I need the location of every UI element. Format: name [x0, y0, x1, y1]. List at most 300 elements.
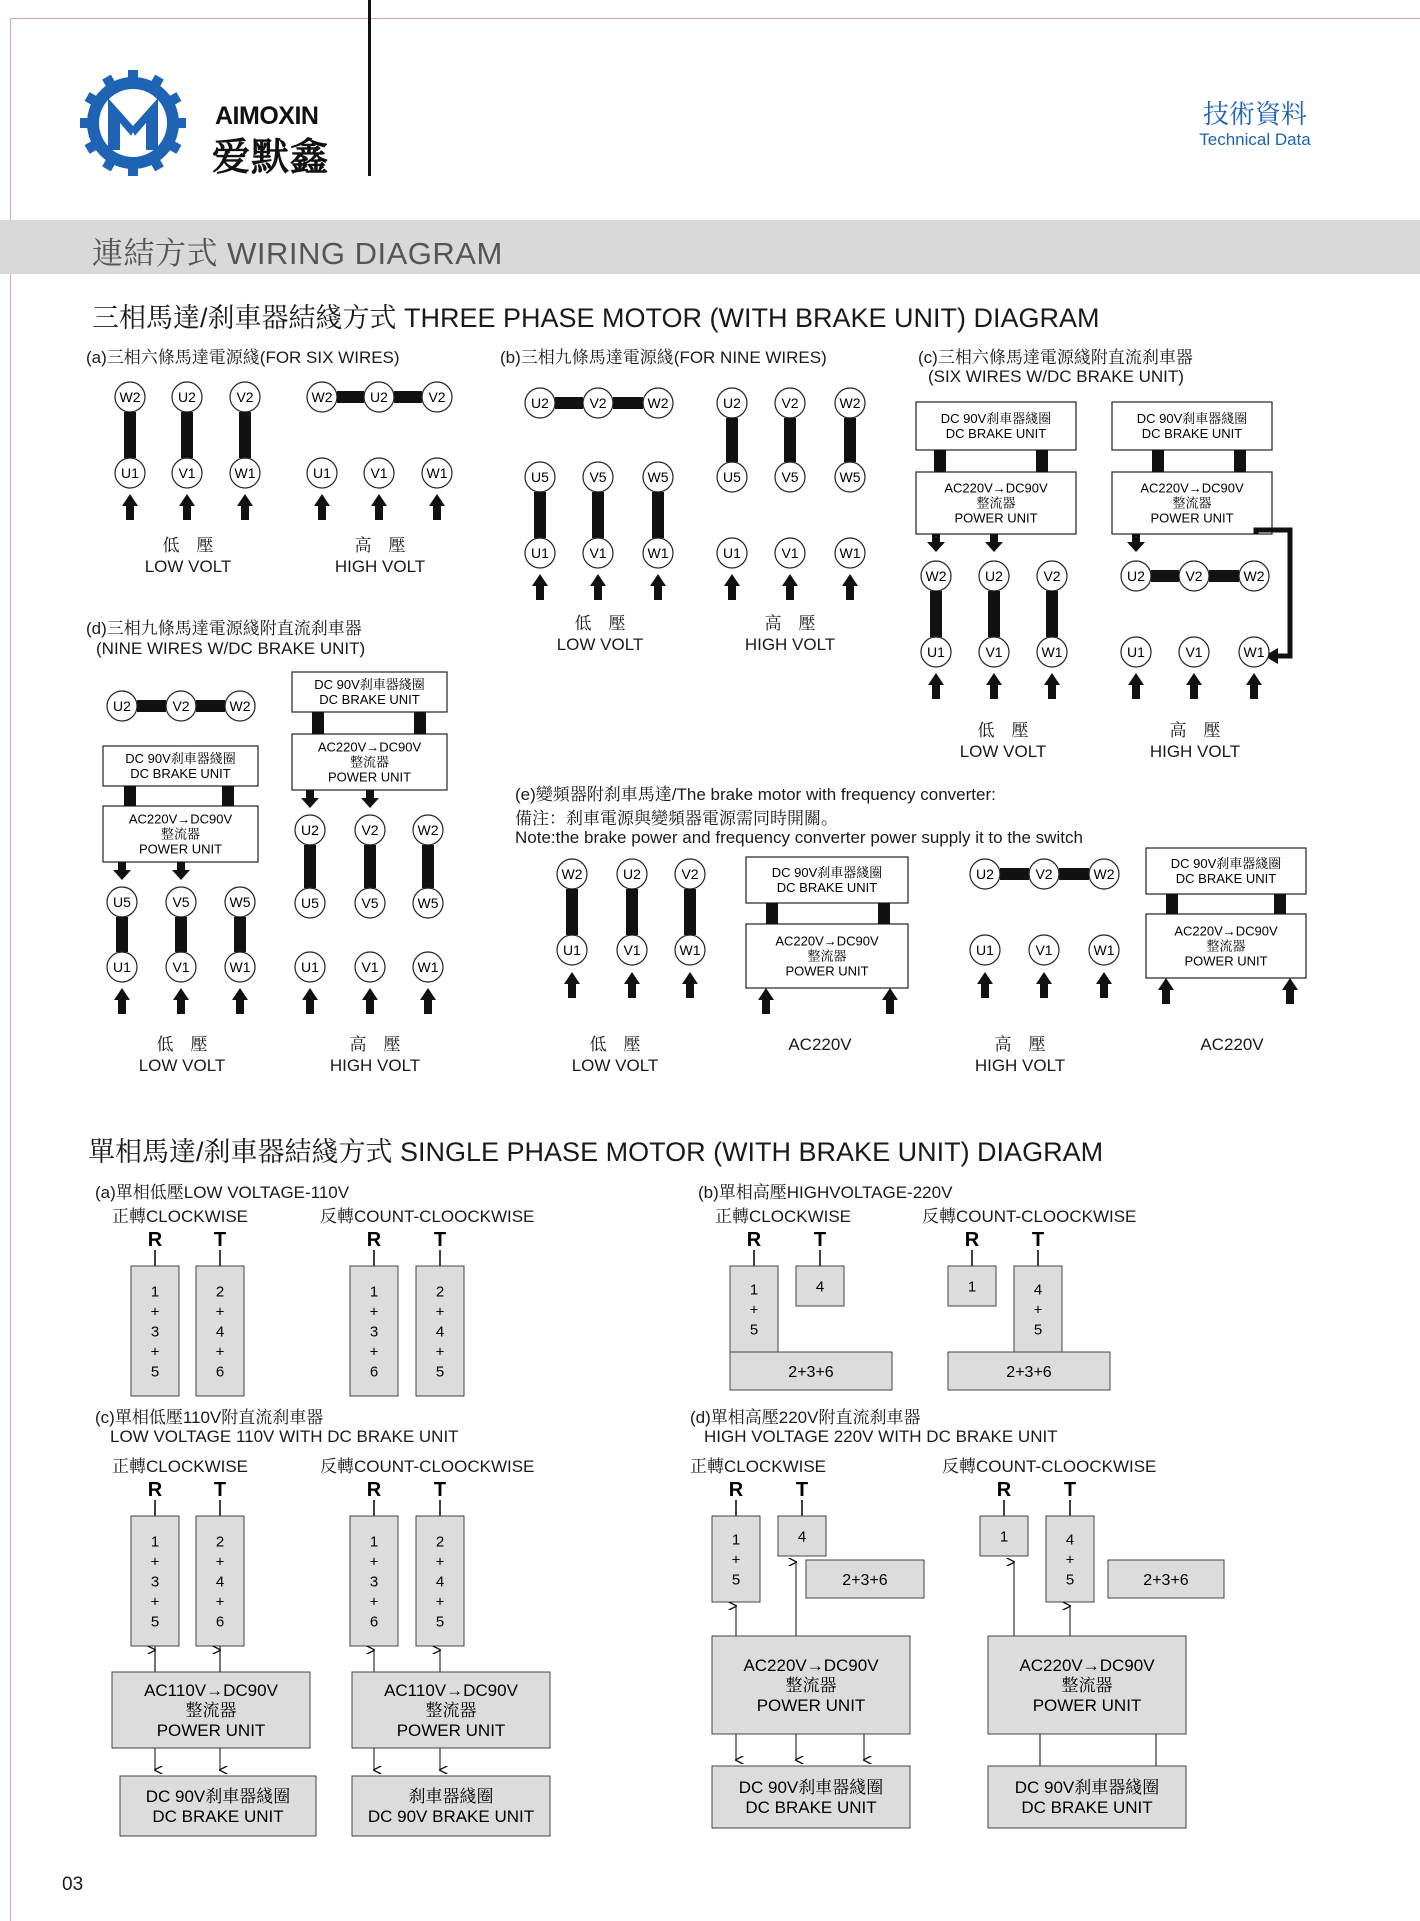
tp-d-power-box-left-text: AC220V→DC90V — [128, 811, 233, 827]
sp-d-ccw-right-col-text: + — [1065, 1551, 1075, 1569]
tp-e-title: (e)變頻器附刹車馬達/The brake motor with frequency converter: — [515, 785, 996, 804]
terminal-label: U1 — [723, 545, 741, 561]
sp-c-ccw-left-col-text: 1 — [369, 1533, 379, 1551]
link-bar — [1234, 450, 1246, 472]
supply-arrow-icon — [1128, 673, 1144, 699]
terminal-label: U5 — [113, 894, 131, 910]
link-bar — [124, 412, 136, 458]
supply-arrow-icon — [237, 494, 253, 520]
terminal-label: W2 — [417, 822, 439, 838]
link-bar — [337, 391, 364, 403]
terminal-label: V5 — [172, 894, 190, 910]
supply-arrow-icon — [420, 988, 436, 1014]
terminal-label: W1 — [647, 545, 669, 561]
terminal-label: V1 — [172, 959, 190, 975]
terminal-label: W2 — [1243, 568, 1265, 584]
terminal-label: W1 — [839, 545, 861, 561]
tp-e-brake-box-left-text: DC BRAKE UNIT — [776, 880, 878, 896]
supply-arrow-icon — [114, 988, 130, 1014]
terminal-label: V2 — [172, 698, 190, 714]
link-bar — [930, 591, 942, 637]
terminal-label: U1 — [976, 942, 994, 958]
sp-c-ccw-right-col-text: + — [435, 1553, 445, 1571]
sp-d-ccw-combo-text: 2+3+6 — [1143, 1571, 1189, 1589]
sp-a-ccw-left-col-text: 6 — [369, 1363, 379, 1381]
sp-c-ccw-brake-box-text: 刹車器綫圈 — [408, 1787, 494, 1807]
supply-label-r: R — [366, 1479, 382, 1501]
sp-b-ccw-left-col-text: 1 — [967, 1278, 977, 1296]
sp-c-ccw-left-col-text: 3 — [369, 1573, 379, 1591]
supply-arrow-icon — [882, 988, 898, 1014]
terminal-label: U2 — [531, 395, 549, 411]
brand-name-cn: 爱默鑫 — [212, 137, 330, 179]
terminal-label: W2 — [1093, 866, 1115, 882]
sp-a-cw: 正轉CLOCKWISE — [112, 1207, 249, 1226]
terminal-label: V2 — [361, 822, 379, 838]
sp-a-ccw-right-col-text: 5 — [435, 1363, 445, 1381]
sp-a-ccw-right-col-text: 2 — [435, 1283, 445, 1301]
terminal-label: W2 — [119, 389, 141, 405]
terminal-label: V1 — [1035, 942, 1053, 958]
tp-c-power-box-left-text: 整流器 — [976, 495, 1016, 511]
sp-c-ccw-power-box-text: POWER UNIT — [396, 1721, 506, 1741]
terminal-label: W1 — [417, 959, 439, 975]
supply-arrow-icon — [842, 574, 858, 600]
terminal-label: W2 — [839, 395, 861, 411]
terminal-label: W2 — [925, 568, 947, 584]
terminal-label: V2 — [1185, 568, 1203, 584]
supply-label-r: R — [147, 1229, 163, 1251]
link-bar — [116, 917, 128, 952]
tp-e-power-box-left-text: 整流器 — [807, 948, 847, 964]
sp-a-ccw-right-col-text: + — [435, 1343, 445, 1361]
sp-b-cw-left-col-text: 1 — [749, 1281, 759, 1299]
sp-b-cw-left-col-text: 5 — [749, 1321, 759, 1339]
sp-b-cw-right-col-text: 4 — [815, 1278, 825, 1296]
supply-label-r: R — [366, 1229, 382, 1251]
section-title: 連結方式 WIRING DIAGRAM — [92, 236, 503, 271]
tp-e-high-volt: 高 壓 HIGH VOLT — [974, 1035, 1066, 1075]
sp-d-cw-right-col-text: 4 — [797, 1528, 807, 1546]
tp-d-title-1: (d)三相九條馬達電源綫附直流刹車器 — [86, 619, 362, 638]
sp-a-ccw-right-col-text: 4 — [435, 1323, 445, 1341]
sp-d-ccw-power-box-text: AC220V→DC90V — [1019, 1656, 1155, 1676]
link-bar — [1000, 868, 1029, 880]
tp-e-brake-box-right-text: DC BRAKE UNIT — [1175, 871, 1277, 887]
terminal-label: V1 — [361, 959, 379, 975]
link-bar — [181, 412, 193, 458]
link-bar — [844, 418, 856, 462]
tp-d-low-volt: 低 壓 LOW VOLT — [138, 1035, 226, 1075]
terminal-label: W1 — [679, 942, 701, 958]
supply-arrow-icon — [179, 494, 195, 520]
terminal-label: V2 — [589, 395, 607, 411]
tp-d-power-box-right-text: POWER UNIT — [327, 769, 412, 785]
sp-c-cw-left-col-text: 1 — [150, 1533, 160, 1551]
sp-c-ccw-right-col-text: + — [435, 1593, 445, 1611]
supply-arrow-icon — [1186, 673, 1202, 699]
sp-d-cw-combo-text: 2+3+6 — [842, 1571, 888, 1589]
tp-c-brake-box-left-text: DC 90V刹車器綫圈 — [940, 411, 1052, 427]
sp-a-cw-right-col-text: 2 — [215, 1283, 225, 1301]
link-bar — [1274, 894, 1286, 914]
terminal-label: U2 — [985, 568, 1003, 584]
sp-c-ccw-right-col-text: 4 — [435, 1573, 445, 1591]
supply-arrow-icon — [122, 494, 138, 520]
supply-arrow-icon — [724, 574, 740, 600]
tp-c-brake-box-right-text: DC 90V刹車器綫圈 — [1136, 411, 1248, 427]
tp-d-brake-box-left-text: DC BRAKE UNIT — [130, 766, 231, 782]
tp-c-power-box-left-text: POWER UNIT — [954, 510, 1038, 526]
sp-c-title-1: (c)單相低壓110V附直流刹車器 — [95, 1408, 324, 1427]
link-bar — [364, 845, 376, 888]
terminal-label: W5 — [417, 895, 439, 911]
sp-b-ccw-right-col-text: + — [1033, 1301, 1043, 1319]
down-arrow-icon — [301, 790, 319, 808]
supply-arrow-icon — [302, 988, 318, 1014]
link-bar — [652, 492, 664, 538]
link-wire — [1256, 530, 1290, 656]
terminal-label: U5 — [301, 895, 319, 911]
link-bar — [766, 903, 778, 924]
tp-e-note-en: Note:the brake power and frequency converter power supply it to the switch — [515, 828, 1083, 847]
sp-d-cw-left-col-text: + — [731, 1551, 741, 1569]
tp-d-power-box-right-text: 整流器 — [349, 754, 390, 770]
link-bar — [394, 391, 422, 403]
tp-e-note-cn: 備注：刹車電源與變頻器電源需同時開關。 — [515, 809, 838, 828]
tp-e-brake-box-right-text: DC 90V刹車器綫圈 — [1170, 856, 1282, 872]
sp-a-cw-left-col-text: 3 — [150, 1323, 160, 1341]
link-bar — [1046, 591, 1058, 637]
terminal-label: V1 — [589, 545, 607, 561]
three-phase-title: 三相馬達/刹車器結綫方式 THREE PHASE MOTOR (WITH BRAKE UNIT) DIAGRAM — [92, 303, 1100, 333]
sp-c-cw-left-col-text: 3 — [150, 1573, 160, 1591]
sp-d-cw: 正轉CLOCKWISE — [690, 1457, 827, 1476]
supply-arrow-icon — [682, 972, 698, 998]
terminal-label: W1 — [229, 959, 251, 975]
sp-b-ccw-right-col-text: 5 — [1033, 1321, 1043, 1339]
sp-a-ccw-left-col-text: 1 — [369, 1283, 379, 1301]
sp-b-cw-combo-text: 2+3+6 — [788, 1363, 834, 1381]
supply-label-t: T — [1063, 1479, 1077, 1501]
sp-c-ccw: 反轉COUNT-CLOOCKWISE — [320, 1457, 535, 1476]
sp-d-ccw-right-col-text: 5 — [1065, 1571, 1075, 1589]
terminal-label: W1 — [1093, 942, 1115, 958]
supply-label-t: T — [1031, 1229, 1045, 1251]
terminal-label: U2 — [976, 866, 994, 882]
link-bar — [988, 591, 1000, 637]
terminal-label: U1 — [113, 959, 131, 975]
terminal-label: W2 — [647, 395, 669, 411]
sp-a-ccw-left-col-text: 3 — [369, 1323, 379, 1341]
tp-c-title-2: (SIX WIRES W/DC BRAKE UNIT) — [928, 367, 1184, 386]
down-arrow-icon — [1127, 534, 1145, 552]
terminal-label: W2 — [561, 866, 583, 882]
terminal-label: V2 — [428, 389, 446, 405]
sp-c-ccw-power-box-text: 整流器 — [425, 1701, 477, 1721]
supply-arrow-icon — [232, 988, 248, 1014]
terminal-label: U1 — [313, 465, 331, 481]
tp-a-title: (a)三相六條馬達電源綫(FOR SIX WIRES) — [86, 348, 400, 367]
page-number: 03 — [62, 1874, 84, 1895]
terminal-label: U2 — [370, 389, 388, 405]
terminal-label: V1 — [781, 545, 799, 561]
supply-arrow-icon — [314, 494, 330, 520]
supply-arrow-icon — [977, 972, 993, 998]
link-bar — [684, 889, 696, 935]
terminal-label: V5 — [781, 469, 799, 485]
tp-c-power-box-right-text: 整流器 — [1172, 495, 1212, 511]
supply-label-r: R — [996, 1479, 1012, 1501]
terminal-label: U5 — [531, 469, 549, 485]
terminal-label: V5 — [361, 895, 379, 911]
link-bar — [626, 889, 638, 935]
tp-e-power-box-right-text: 整流器 — [1206, 938, 1246, 954]
link-bar — [613, 397, 643, 409]
supply-arrow-icon — [362, 988, 378, 1014]
sp-c-cw-right-col-text: + — [215, 1593, 225, 1611]
sp-c-cw-left-col-text: + — [150, 1593, 160, 1611]
sp-d-cw-power-box-text: AC220V→DC90V — [743, 1656, 879, 1676]
sp-b-cw: 正轉CLOCKWISE — [715, 1207, 852, 1226]
sp-d-ccw: 反轉COUNT-CLOOCKWISE — [942, 1457, 1157, 1476]
link-bar — [784, 418, 796, 462]
terminal-label: U1 — [563, 942, 581, 958]
sp-d-ccw-left-col-text: 1 — [999, 1528, 1009, 1546]
down-arrow-icon — [361, 790, 379, 808]
terminal-label: U5 — [723, 469, 741, 485]
sp-c-ccw-power-box-text: AC110V→DC90V — [384, 1681, 518, 1701]
tp-d-power-box-left-text: POWER UNIT — [138, 841, 223, 857]
tp-a-low-volt: 低 壓 LOW VOLT — [144, 536, 232, 576]
sp-a-title: (a)單相低壓LOW VOLTAGE-110V — [95, 1183, 350, 1202]
terminal-label: W1 — [426, 465, 448, 481]
sp-d-title-1: (d)單相高壓220V附直流刹車器 — [690, 1408, 921, 1427]
terminal-label: V5 — [589, 469, 607, 485]
tp-e-power-box-right-text: AC220V→DC90V — [1174, 923, 1278, 939]
supply-arrow-icon — [564, 972, 580, 998]
supply-arrow-icon — [1246, 673, 1262, 699]
sp-a-cw-right-col-text: + — [215, 1343, 225, 1361]
terminal-label: V1 — [1185, 644, 1203, 660]
single-phase-diagrams — [0, 1220, 1420, 1860]
terminal-label: U1 — [927, 644, 945, 660]
supply-label-r: R — [746, 1229, 762, 1251]
sp-c-cw-right-col-text: 4 — [215, 1573, 225, 1591]
supply-arrow-icon — [590, 574, 606, 600]
supply-arrow-icon — [173, 988, 189, 1014]
sp-d-ccw-power-box-text: 整流器 — [1061, 1676, 1113, 1696]
sp-b-cw-left-col-text: + — [749, 1301, 759, 1319]
tp-b-low-volt: 低 壓 LOW VOLT — [556, 614, 644, 654]
terminal-label: W5 — [647, 469, 669, 485]
link-bar — [1059, 868, 1089, 880]
terminal-label: V2 — [1043, 568, 1061, 584]
sp-a-ccw-left-col-text: + — [369, 1343, 379, 1361]
link-bar — [1152, 450, 1164, 472]
sp-c-ccw-right-col-text: 2 — [435, 1533, 445, 1551]
link-bar — [137, 700, 166, 712]
down-arrow-icon — [985, 534, 1003, 552]
link-bar — [934, 450, 946, 472]
terminal-label: U1 — [301, 959, 319, 975]
tp-b-high-volt: 高 壓 HIGH VOLT — [744, 614, 836, 654]
tp-e-power-box-left-text: AC220V→DC90V — [775, 933, 879, 949]
down-arrow-icon — [113, 862, 131, 880]
sp-d-ccw-brake-box-text: DC 90V刹車器綫圈 — [1014, 1778, 1160, 1798]
sp-d-ccw-power-box-text: POWER UNIT — [1032, 1696, 1142, 1716]
link-bar — [592, 492, 604, 538]
supply-arrow-icon — [429, 494, 445, 520]
sp-d-ccw-brake-box-text: DC BRAKE UNIT — [1021, 1798, 1153, 1818]
terminal-label: V2 — [236, 389, 254, 405]
tp-d-power-box-left-text: 整流器 — [160, 826, 201, 842]
sp-c-cw-left-col-text: 5 — [150, 1613, 160, 1631]
sp-a-cw-right-col-text: + — [215, 1303, 225, 1321]
supply-label-t: T — [213, 1479, 227, 1501]
sp-a-cw-left-col-text: + — [150, 1343, 160, 1361]
tp-c-power-box-left-text: AC220V→DC90V — [944, 480, 1048, 496]
supply-arrow-icon — [758, 988, 774, 1014]
tp-e-brake-box-left-text: DC 90V刹車器綫圈 — [771, 865, 883, 881]
terminal-label: V2 — [1035, 866, 1053, 882]
terminal-label: W1 — [1243, 644, 1265, 660]
tp-d-title-2: (NINE WIRES W/DC BRAKE UNIT) — [96, 639, 366, 658]
supply-arrow-icon — [1158, 978, 1174, 1004]
single-phase-title: 單相馬達/刹車器結綫方式 SINGLE PHASE MOTOR (WITH BRAKE UNIT) DIAGRAM — [88, 1137, 1104, 1167]
tp-c-high-volt: 高 壓 HIGH VOLT — [1149, 721, 1241, 761]
link-bar — [414, 712, 426, 734]
sp-c-cw-brake-box-text: DC 90V刹車器綫圈 — [145, 1787, 291, 1807]
sp-d-cw-power-box-text: POWER UNIT — [756, 1696, 866, 1716]
terminal-label: U2 — [113, 698, 131, 714]
sp-a-ccw-left-col-text: + — [369, 1303, 379, 1321]
supply-label-t: T — [433, 1229, 447, 1251]
link-bar — [1166, 894, 1178, 914]
tp-e-ac220-left: AC220V — [788, 1035, 852, 1054]
sp-a-cw-left-col-text: 5 — [150, 1363, 160, 1381]
supply-arrow-icon — [1036, 972, 1052, 998]
terminal-label: U1 — [121, 465, 139, 481]
link-bar — [726, 418, 738, 462]
sp-c-ccw-brake-box-text: DC 90V BRAKE UNIT — [367, 1807, 535, 1827]
down-arrow-icon — [927, 534, 945, 552]
sp-d-cw-power-box-text: 整流器 — [785, 1676, 837, 1696]
supply-arrow-icon — [1282, 978, 1298, 1004]
terminal-label: V1 — [623, 942, 641, 958]
sp-d-cw-left-col-text: 1 — [731, 1531, 741, 1549]
terminal-label: U2 — [1127, 568, 1145, 584]
supply-arrow-icon — [650, 574, 666, 600]
tp-e-ac220-right: AC220V — [1200, 1035, 1264, 1054]
link-bar — [304, 845, 316, 888]
sp-c-ccw-left-col-text: + — [369, 1553, 379, 1571]
sp-c-ccw-left-col-text: 6 — [369, 1613, 379, 1631]
tp-e-power-box-right-text: POWER UNIT — [1184, 953, 1268, 969]
sp-c-cw-power-box-text: AC110V→DC90V — [144, 1681, 278, 1701]
supply-label-r: R — [964, 1229, 980, 1251]
supply-label-t: T — [433, 1479, 447, 1501]
sp-b-ccw: 反轉COUNT-CLOOCKWISE — [922, 1207, 1137, 1226]
link-bar — [239, 412, 251, 458]
terminal-label: W1 — [234, 465, 256, 481]
tp-c-brake-box-left-text: DC BRAKE UNIT — [945, 426, 1047, 442]
terminal-label: U1 — [531, 545, 549, 561]
terminal-label: V1 — [985, 644, 1003, 660]
link-bar — [534, 492, 546, 538]
sp-a-cw-right-col-text: 4 — [215, 1323, 225, 1341]
sp-a-cw-left-col-text: + — [150, 1303, 160, 1321]
terminal-label: V2 — [681, 866, 699, 882]
sp-c-cw-brake-box-text: DC BRAKE UNIT — [152, 1807, 284, 1827]
terminal-label: U2 — [623, 866, 641, 882]
link-bar — [555, 397, 583, 409]
terminal-label: U1 — [1127, 644, 1145, 660]
tp-c-low-volt: 低 壓 LOW VOLT — [959, 721, 1047, 761]
supply-arrow-icon — [986, 673, 1002, 699]
sp-c-ccw-right-col-text: 5 — [435, 1613, 445, 1631]
brand-name-en: AIMOXIN — [215, 102, 319, 130]
link-bar — [124, 786, 136, 806]
technical-data-cn: 技術資料 — [1202, 99, 1307, 129]
link-bar — [1151, 570, 1179, 582]
terminal-label: W2 — [311, 389, 333, 405]
tp-c-title-1: (c)三相六條馬達電源綫附直流刹車器 — [918, 348, 1193, 367]
sp-d-title-2: HIGH VOLTAGE 220V WITH DC BRAKE UNIT — [704, 1427, 1058, 1446]
terminal-label: W1 — [1041, 644, 1063, 660]
supply-arrow-icon — [1096, 972, 1112, 998]
technical-data-en: Technical Data — [1199, 130, 1311, 149]
supply-label-t: T — [795, 1479, 809, 1501]
sp-b-ccw-right-col-text: 4 — [1033, 1281, 1043, 1299]
link-bar — [1209, 570, 1239, 582]
sp-c-cw-right-col-text: 2 — [215, 1533, 225, 1551]
sp-c-cw-power-box-text: 整流器 — [185, 1701, 237, 1721]
tp-b-title: (b)三相九條馬達電源綫(FOR NINE WIRES) — [500, 348, 827, 367]
sp-a-cw-left-col-text: 1 — [150, 1283, 160, 1301]
supply-arrow-icon — [371, 494, 387, 520]
sp-a-cw-right-col-text: 6 — [215, 1363, 225, 1381]
supply-arrow-icon — [928, 673, 944, 699]
tp-d-brake-box-left-text: DC 90V刹車器綫圈 — [125, 751, 236, 767]
link-bar — [422, 845, 434, 888]
sp-c-title-2: LOW VOLTAGE 110V WITH DC BRAKE UNIT — [110, 1427, 459, 1446]
sp-c-cw-right-col-text: 6 — [215, 1613, 225, 1631]
supply-arrow-icon — [782, 574, 798, 600]
tp-c-power-box-right-text: POWER UNIT — [1150, 510, 1234, 526]
tp-e-low-volt: 低 壓 LOW VOLT — [571, 1035, 659, 1075]
tp-d-high-volt: 高 壓 HIGH VOLT — [329, 1035, 421, 1075]
sp-a-ccw: 反轉COUNT-CLOOCKWISE — [320, 1207, 535, 1226]
tp-c-power-box-right-text: AC220V→DC90V — [1140, 480, 1244, 496]
terminal-label: W5 — [839, 469, 861, 485]
terminal-label: V1 — [370, 465, 388, 481]
link-bar — [222, 786, 234, 806]
sp-a-ccw-right-col-text: + — [435, 1303, 445, 1321]
supply-arrow-icon — [624, 972, 640, 998]
supply-label-t: T — [213, 1229, 227, 1251]
supply-arrow-icon — [1044, 673, 1060, 699]
tp-a-high-volt: 高 壓 HIGH VOLT — [334, 536, 426, 576]
link-bar — [312, 712, 324, 734]
sp-c-cw-power-box-text: POWER UNIT — [156, 1721, 266, 1741]
terminal-label: W2 — [229, 698, 251, 714]
tp-d-brake-box-right-text: DC 90V刹車器綫圈 — [314, 677, 425, 693]
link-bar — [196, 700, 225, 712]
sp-d-cw-brake-box-text: DC 90V刹車器綫圈 — [738, 1778, 884, 1798]
supply-arrow-icon — [532, 574, 548, 600]
terminal-label: U2 — [723, 395, 741, 411]
